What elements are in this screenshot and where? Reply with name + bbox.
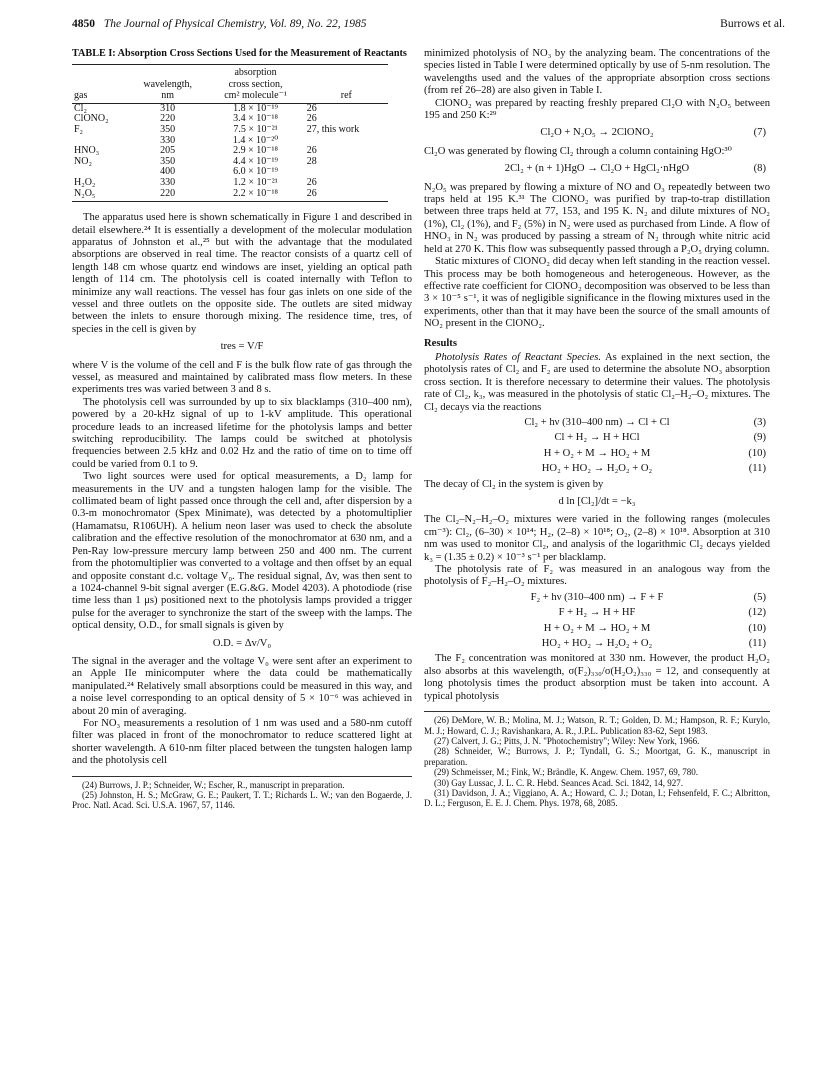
col-header-wavelength-1: wavelength,: [143, 78, 192, 90]
paragraph: [424, 352, 770, 414]
paragraph: minimized photolysis of NO₃ by the analyzing beam. The concentrations of the species listed in Table I were determined optically by use of 5-nm resolution. The wavelengths used and the values of the appropriate absorption cross sections (from ref 26–28) are also given in Table I.: [424, 48, 770, 97]
footnote: (24) Burrows, J. P.; Schneider, W.; Escher, R., manuscript in preparation.: [82, 779, 345, 790]
paragraph: For NO₃ measurements a resolution of 1 nm was used and a 580-nm cutoff filter was placed in front of the monochromator to reduce scattered light at shorter wavelength. A 610-nm filter placed between the tungsten halogen lamp and the photolysis cell: [72, 717, 412, 767]
reaction-equation: [424, 638, 770, 650]
paragraph: The F₂ concentration was monitored at 330 nm. However, the product H₂O₂ also absorbs at this wavelength, σ(F₂)₃₃₀/σ(H₂O₂)₃₃₀ = 12, and consequently at long photolysis times the product absorption must be taken into account. A typical photolysis: [424, 653, 770, 702]
equation-text: HO₂ + HO₂ → H₂O₂ + O₂: [541, 638, 653, 650]
cell-cross-section: 2.2 × 10⁻¹⁸: [206, 189, 304, 202]
cell-ref: 26: [305, 189, 388, 202]
table-row: [72, 189, 388, 202]
reaction-equation: [424, 432, 770, 444]
journal-title: The Journal of Physical Chemistry, Vol. 89, No. 22, 1985: [103, 18, 367, 30]
equation-number: (12): [748, 607, 766, 619]
page-header: [72, 18, 785, 34]
equation-text: Cl₂ + hν (310–400 nm) → Cl + Cl: [524, 416, 670, 428]
footnote: (30) Gay Lussac, J. L. C. R. Hebd. Seances Acad. Sci. 1842, 14, 927.: [434, 777, 683, 788]
table-row: [72, 146, 388, 157]
section-heading-results: Results: [424, 337, 457, 349]
cell-ref: 27, this work: [306, 123, 360, 135]
paragraph: The Cl₂–N₂–H₂–O₂ mixtures were varied in the following ranges (molecules cm⁻³): Cl₂, (6–30) × 10¹⁴; H₂, (2–8) × 10¹⁸; O₂, (2–8) × 10¹⁸. Absorption at 310 nm was used to monitor Cl₂, and analysis of the logarithmic Cl₂ decays yielded k₃ = (1.35 ± 0.2) × 10⁻³ s⁻¹ per blacklamp.: [424, 514, 770, 563]
cell-cross-section: 1.2 × 10⁻²¹: [233, 176, 278, 188]
equation-number: (10): [748, 447, 766, 459]
cell-cross-section: 4.4 × 10⁻¹⁹: [233, 155, 279, 167]
col-header-ref: ref: [305, 91, 388, 103]
reaction-equation: [424, 592, 770, 604]
paragraph: The apparatus used here is shown schematically in Figure 1 and described in detail elsewhere.²⁴ It is essentially a development of the molecular modulation apparatus of Johnston et al.,²⁵ but with the advantage that the modulated absorptions are observed in real time. The reactor consists of a quartz cell of length 148 cm whose quartz end windows are inset, yielding an optical path length of 114 cm. The photolysis cell is coated internally with Teflon to minimize any wall reactions. The vessel has four gas inlets on one side of the vessel and three outlets on the opposite side. The outlets are sited midway between the inlets to ensure thorough mixing. The residence time, tres, of species in the cell is given by: [72, 212, 412, 335]
cell-ref: [305, 136, 388, 147]
equation-text: H + O₂ + M → HO₂ + M: [543, 622, 651, 634]
table-caption: TABLE I: Absorption Cross Sections Used for the Measurement of Reactants: [72, 48, 407, 59]
cell-wavelength: 350: [160, 123, 176, 135]
cell-cross-section: 1.4 × 10⁻²⁰: [232, 134, 279, 146]
cell-cross-section: 6.0 × 10⁻¹⁹: [233, 166, 279, 178]
equation-text: H + O₂ + M → HO₂ + M: [543, 447, 651, 459]
equation-text: F₂ + hν (310–400 nm) → F + F: [530, 591, 664, 603]
cell-cross-section: 1.8 × 10⁻¹⁹: [233, 102, 279, 114]
footnote: (28) Schneider, W.; Burrows, J. P.; Tyndall, G. S.; Moortgat, G. K., manuscript in preparation.: [424, 746, 770, 767]
reaction-equation: [424, 448, 770, 460]
reaction-equation: [424, 623, 770, 635]
equation-od: O.D. = Δv/V₀: [212, 637, 272, 649]
cell-gas: F₂: [74, 123, 84, 135]
paragraph: Two light sources were used for optical measurements, a D₂ lamp for measurements in the UV and a tungsten halogen lamp for the visible. The collimated beam of light passed once through the cell and, after dispersion by a 0.3-m monochromator (Spex Minimate), was detected by a photomultiplier (Hamamatsu, R106UH). A helium neon laser was used to check the absolute calibration and the effective resolution of the monochromator at 630 nm, and a Pen-Ray low-pressure mercury lamp between 250 and 400 nm. The current from the photomultiplier was converted to a voltage and then offset by an equal and opposite constant d.c. voltage V₀. The residual signal, Δv, was then sent to a 1024-channel 9-bit signal averger (E.G.&G. Model 4203). A photodiode (rise time less than 1 μs) positioned next to the photolysis lamps provided a trigger pulse for the averager to synchronize the start of the sweep with the lamps. The optical density, O.D., for small signals is given by: [72, 471, 412, 632]
table-row: [72, 178, 388, 189]
table-row: [72, 103, 388, 114]
equation-number: (10): [748, 622, 766, 634]
cell-gas: H₂O₂: [74, 176, 96, 188]
footnote: (25) Johnston, H. S.; McGraw, G. E.; Paukert, T. T.; Richards L. W.; van den Bogaerde, J. Proc. Natl. Acad. Sci. U.S.A. 1967, 57, 1146.: [72, 790, 412, 811]
cell-gas: Cl₂: [74, 102, 87, 114]
equation-tres: tres = V/F: [220, 341, 264, 353]
paragraph-text: As explained in the next section, the photolysis rates of Cl₂ and F₂ are used to determine the absolute NO₃ absorption cross section. It is therefore necessary to determine their values. The photolysis rate of Cl₂, k₃, was measured in the photolysis of static Cl₂–H₂–O₂ mixtures. The Cl₂ decays via the reactions: [424, 351, 770, 413]
reaction-equation: [424, 463, 770, 475]
paragraph: The signal in the averager and the voltage V₀ were sent after an experiment to an Apple IIe minicomputer where the data could be mathematically manipulated.²⁴ Relatively small absorptions could be measured in this way, and a noise level corresponding to an optical density of 5 × 10⁻⁶ was achieved in about 20 min of averaging.: [72, 655, 412, 717]
equation-7: [424, 127, 770, 139]
reaction-set-f2: [424, 592, 770, 651]
cell-ref: 26: [306, 102, 317, 114]
footnote: (29) Schmeisser, M.; Fink, W.; Brändle, K. Angew. Chem. 1957, 69, 780.: [434, 767, 699, 778]
cell-gas: NO₂: [74, 155, 92, 167]
cell-wavelength: 220: [160, 113, 176, 125]
col-header-cross-3: cm² molecule⁻¹: [206, 91, 304, 103]
equation-text: F + H₂ → H + HF: [558, 607, 636, 619]
col-header-wavelength-2: nm: [129, 91, 207, 103]
reaction-set-cl2: [424, 417, 770, 476]
equation-text: 2Cl₂ + (n + 1)HgO → Cl₂O + HgCl₂·nHgO: [504, 163, 690, 175]
footnote: (27) Calvert, J. G.; Pitts, J. N. "Photochemistry"; Wiley: New York, 1966.: [434, 735, 700, 746]
equation-text: HO₂ + HO₂ → H₂O₂ + O₂: [541, 463, 653, 475]
cell-cross-section: 3.4 × 10⁻¹⁸: [233, 113, 279, 125]
paragraph: N₂O₅ was prepared by flowing a mixture of NO and O₃ repeatedly between two traps held at 195 K.³¹ The ClONO₂ was purified by trap-to-trap distillation between three traps held at 77, 153, and 195 K. N₂ and dilute mixtures of NO₂ (1%), Cl₂ (1%), and F₂ (5%) in N₂ were used as purchased from Linde. A flow of HNO₃ in N₂ was produced by passing a stream of N₂ through white nitric acid held at 270 K. This flow was subsequently passed through a P₂O₅ drying column.: [424, 181, 770, 255]
equation-decay: d ln [Cl₂]/dt = −k₃: [558, 496, 636, 507]
col-header-gas: gas: [72, 91, 129, 103]
cell-ref: 26: [306, 113, 317, 125]
absorption-table: [72, 64, 388, 202]
running-head: Burrows et al.: [720, 18, 785, 30]
page-number: 4850: [72, 18, 95, 30]
paragraph: The photolysis cell was surrounded by up to six blacklamps (310–400 nm), powered by a 20-kHz signal of up to 1-kV amplitude. This operational procedure leads to an increased lifetime for the photolysis lamps and better switching reproducibility. The lamps could be switched at photolysis frequencies between 2.5 kHz and 0.02 Hz and the ratio of time on to time off could be varied from 0.1 to 9.: [72, 396, 412, 470]
paragraph: ClONO₂ was prepared by reacting freshly prepared Cl₂O with N₂O₅ between 195 and 250 K:²⁹: [424, 97, 770, 122]
cell-wavelength: 205: [160, 145, 176, 157]
footnotes-left: [72, 776, 412, 811]
cell-wavelength: 400: [160, 166, 176, 178]
cell-ref: [305, 167, 388, 178]
equation-text: Cl₂O + N₂O₅ → 2ClONO₂: [540, 127, 654, 139]
table-row: [72, 157, 388, 168]
equation-number: (5): [753, 591, 766, 603]
paragraph: where V is the volume of the cell and F is the bulk flow rate of gas through the vessel, as measured and maintained by calibrated mass flow meters. In these experiments tres was varied between 3 and 8 s.: [72, 359, 412, 396]
equation-number: (8): [753, 163, 766, 175]
table-row: [72, 125, 388, 136]
table-body: [72, 103, 388, 201]
cell-gas: N₂O₅: [72, 189, 129, 202]
paragraph: Cl₂O was generated by flowing Cl₂ through a column containing HgO:³⁰: [424, 145, 732, 157]
equation-number: (11): [748, 463, 766, 475]
equation-8: [424, 163, 770, 175]
left-column: [72, 48, 412, 811]
cell-cross-section: 7.5 × 10⁻²¹: [233, 123, 278, 135]
equation-number: (9): [753, 432, 766, 444]
cell-ref: 26: [306, 145, 317, 157]
col-header-cross-2: cross section,: [228, 78, 283, 90]
equation-text: Cl + H₂ → H + HCl: [554, 432, 640, 444]
cell-ref: 28: [306, 155, 317, 167]
cell-wavelength: 350: [160, 155, 176, 167]
paragraph: The decay of Cl₂ in the system is given by: [424, 478, 604, 490]
cell-wavelength: 220: [129, 189, 207, 202]
equation-number: (11): [748, 638, 766, 650]
cell-gas: HNO₃: [74, 145, 100, 157]
cell-cross-section: 2.9 × 10⁻¹⁸: [233, 145, 279, 157]
reaction-equation: [424, 607, 770, 619]
reaction-equation: [424, 417, 770, 429]
equation-number: (3): [753, 416, 766, 428]
footnote: (26) DeMore, W. B.; Molina, M. J.; Watson, R. T.; Golden, D. M.; Hampson, R. F.; Kurylo, M. J.; Howard, C. J.; Ravishankara, A. R., J.P.L. Publication 83-62, Sept 1983.: [424, 715, 770, 736]
table-row: [72, 167, 388, 178]
col-header-cross-1: absorption: [206, 65, 304, 80]
cell-wavelength: 310: [160, 102, 176, 114]
footnotes-right: [424, 711, 770, 809]
footnote: (31) Davidson, J. A.; Viggiano, A. A.; Howard, C. J.; Dotan, I.; Fehsenfeld, F. C.; Albritton, D. L.; Ferguson, E. E. J. Chem. Phys. 1978, 68, 2085.: [424, 787, 770, 809]
cell-ref: 26: [306, 176, 317, 188]
subsection-lead: Photolysis Rates of Reactant Species.: [435, 351, 602, 363]
cell-wavelength: 330: [160, 176, 176, 188]
cell-wavelength: 330: [160, 134, 176, 146]
paragraph: Static mixtures of ClONO₂ did decay when left standing in the reaction vessel. This process may be both homogeneous and heterogeneous. However, as the effective rate coefficient for ClONO₂ decomposition was observed to be less than 3 × 10⁻⁵ s⁻¹, it was of negligible significance in the flowing mixtures used in the experiments, other than that it may have been the source of the small amounts of NO₂ present in the ClONO₂.: [424, 256, 770, 330]
paragraph: The photolysis rate of F₂ was measured in an analogous way from the photolysis of F₂–H₂–O₂ mixtures.: [424, 564, 770, 588]
cell-gas: ClONO₂: [74, 113, 109, 125]
right-column: [424, 48, 770, 809]
equation-number: (7): [753, 127, 766, 139]
table-row: [72, 136, 388, 147]
